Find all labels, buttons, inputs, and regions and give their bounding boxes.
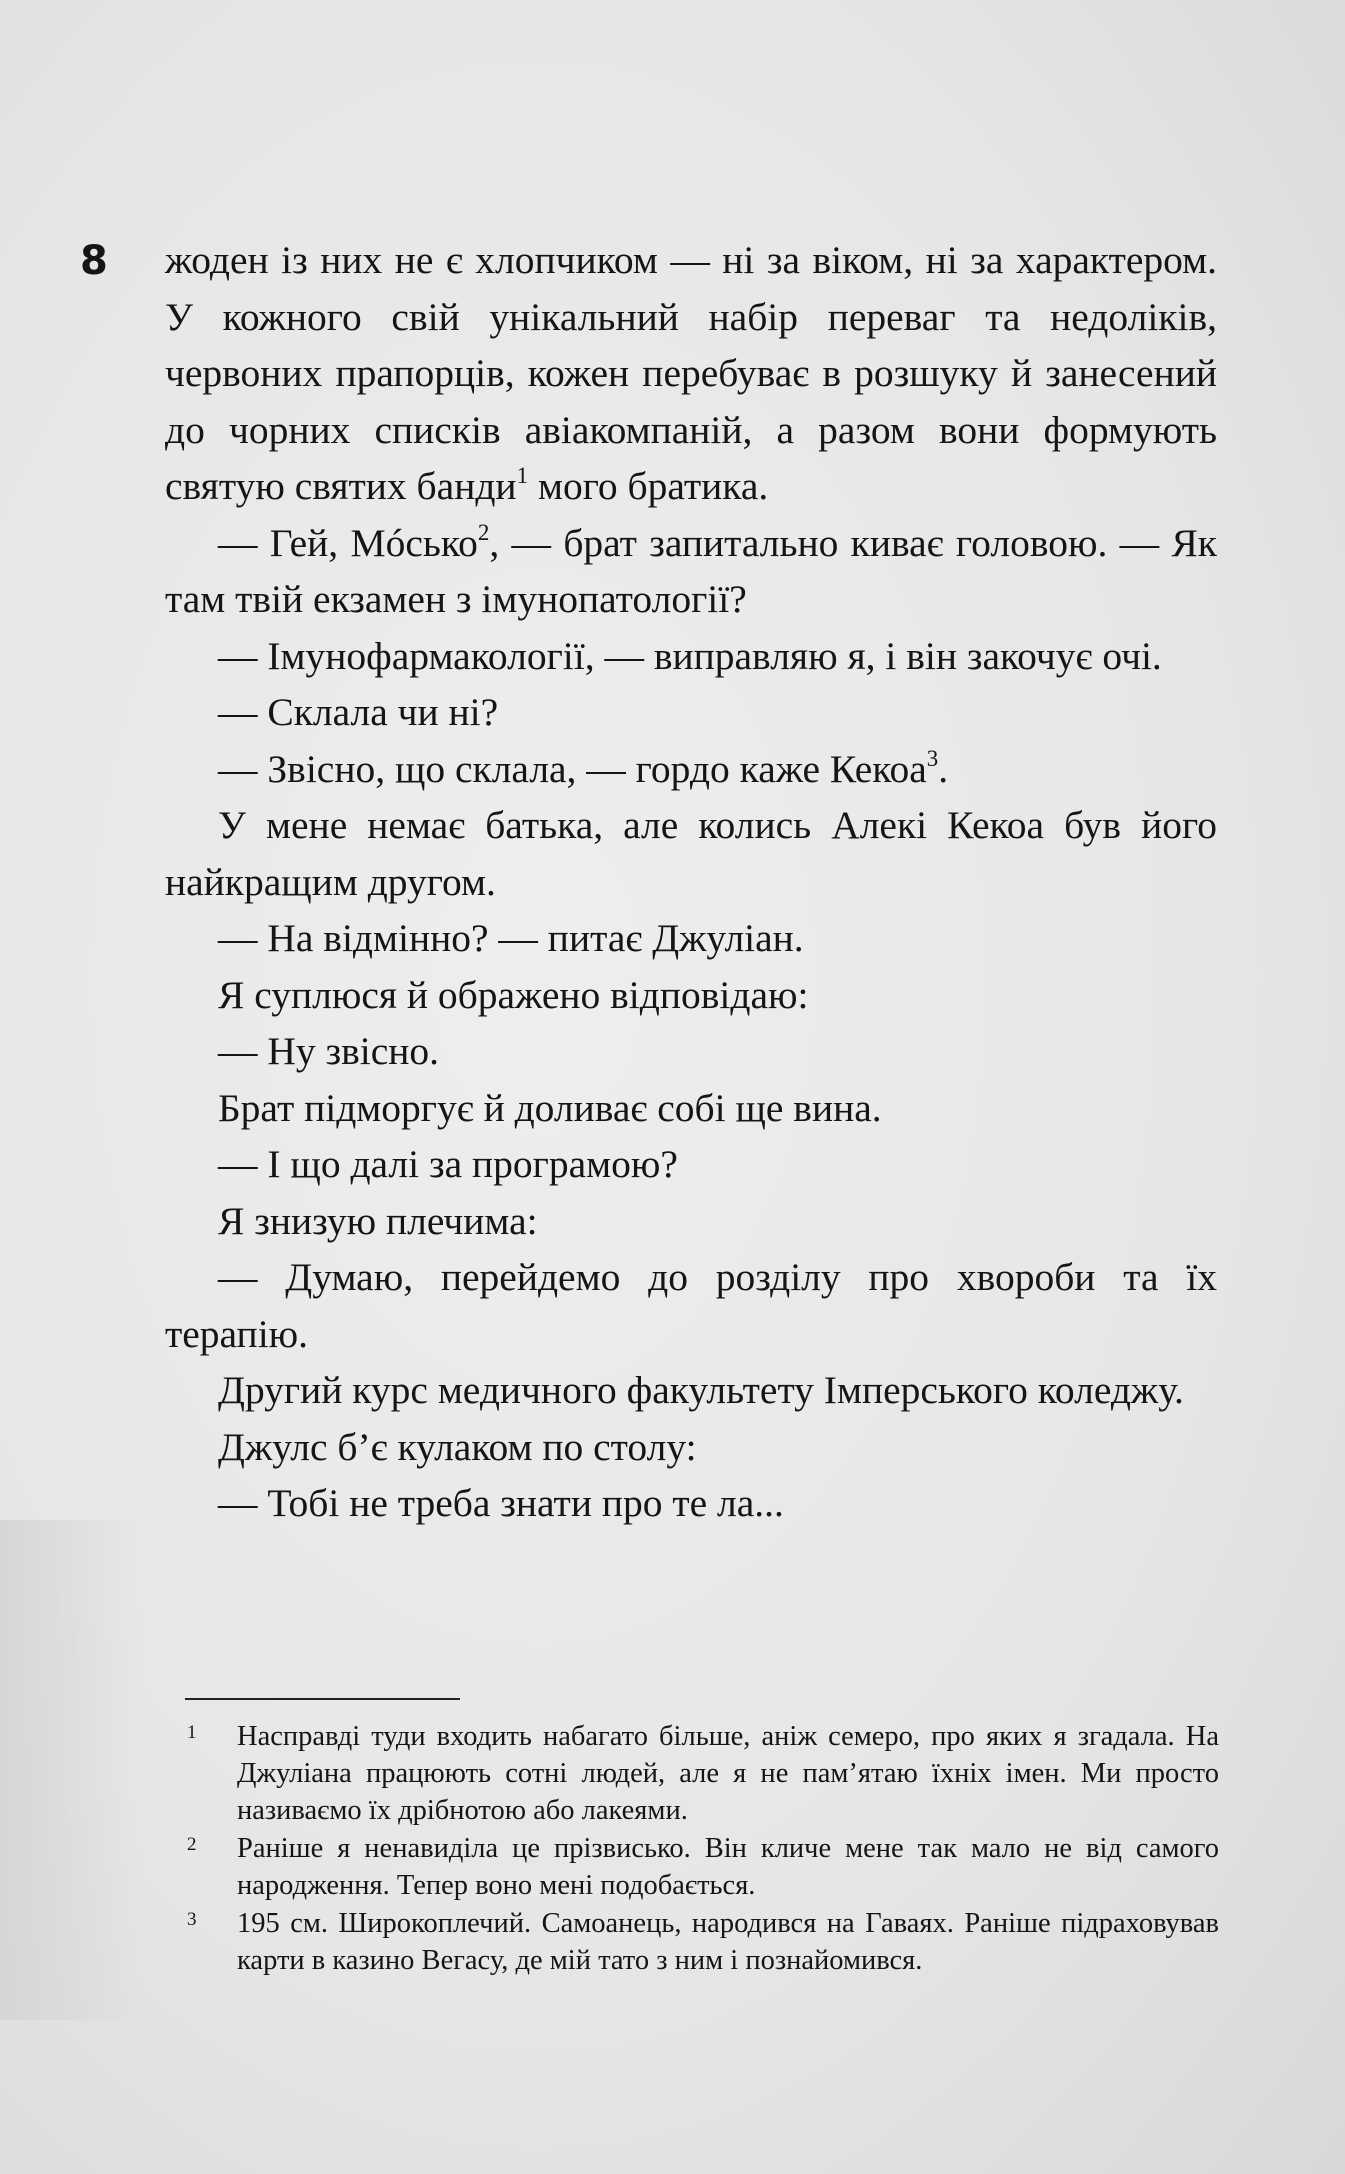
footnote-text: Раніше я ненавиділа це прізвисько. Він кличе мене так мало не від самого народження. Тепер воно мені подобається. bbox=[237, 1833, 1219, 1901]
footnote-separator bbox=[185, 1698, 460, 1700]
paragraph-text: Джулс б’є кулаком по столу: bbox=[218, 1424, 697, 1469]
footnote-text: Насправді туди входить набагато більше, аніж семеро, про яких я згадала. На Джуліана працюють сотні людей, але я не пам’ятаю їхніх імен. Ми просто називаємо їх дрібнотою або лакеями. bbox=[237, 1721, 1219, 1826]
paragraph bbox=[165, 1475, 1217, 1532]
paragraph bbox=[165, 797, 1217, 910]
footnotes bbox=[187, 1718, 1219, 1979]
paragraph-text: жоден із них не є хлопчиком — ні за віком, ні за характером. У кожного свій унікальний набір переваг та недоліків, червоних прапорців, кожен перебуває в розшуку й занесений до чорних списків авіакомпаній, а разом вони формують святую святих банди bbox=[165, 238, 1217, 508]
paragraph bbox=[165, 967, 1217, 1024]
paragraph bbox=[165, 1080, 1217, 1137]
paragraph bbox=[165, 910, 1217, 967]
paragraph-text: Другий курс медичного факультету Імперського коледжу. bbox=[218, 1368, 1184, 1412]
paragraph-text: Я знизую плечима: bbox=[218, 1198, 538, 1243]
paragraph-text: — На відмінно? — питає Джуліан. bbox=[218, 916, 804, 960]
paragraph bbox=[165, 1419, 1217, 1476]
paragraph-text: , — брат запитально киває головою. — Як там твій екзамен з імунопатології? bbox=[165, 520, 1217, 621]
paragraph-text: . bbox=[938, 746, 949, 791]
footnote-marker[interactable]: 3 bbox=[926, 745, 939, 771]
footnote bbox=[187, 1718, 1219, 1829]
body-text bbox=[165, 232, 1217, 1532]
paragraph bbox=[165, 1136, 1217, 1193]
paragraph bbox=[165, 515, 1217, 628]
paragraph-text: — Думаю, перейдемо до розділу про хвороби та їх терапію. bbox=[165, 1255, 1217, 1356]
paragraph-text: Брат підморгує й доливає собі ще вина. bbox=[218, 1085, 882, 1130]
paragraph bbox=[165, 684, 1217, 741]
footnote bbox=[187, 1830, 1219, 1904]
footnote-number: 3 bbox=[187, 1909, 197, 1930]
paragraph bbox=[165, 1193, 1217, 1250]
paragraph bbox=[165, 1249, 1217, 1362]
paragraph bbox=[165, 741, 1217, 798]
paragraph-text: — Ну звісно. bbox=[218, 1029, 440, 1073]
paragraph bbox=[165, 1362, 1217, 1419]
footnote-marker[interactable]: 1 bbox=[516, 463, 529, 488]
page-edge-shadow bbox=[0, 1520, 140, 2020]
page-number: 8 bbox=[80, 238, 108, 284]
paragraph-text: — Імунофармакології, — виправляю я, і він закочує очі. bbox=[218, 633, 1162, 678]
paragraph bbox=[165, 232, 1217, 515]
paragraph bbox=[165, 628, 1217, 685]
footnote bbox=[187, 1905, 1219, 1979]
paragraph-text: — Склала чи ні? bbox=[218, 690, 499, 734]
paragraph-text: Я суплюся й ображено відповідаю: bbox=[218, 972, 809, 1017]
paragraph-text: мого братика. bbox=[528, 464, 769, 508]
footnote-number: 2 bbox=[187, 1834, 197, 1855]
footnote-marker[interactable]: 2 bbox=[477, 519, 490, 545]
footnote-text: 195 см. Широкоплечий. Самоанець, народився на Гаваях. Раніше підраховував карти в казино Вегасу, де мій тато з ним і познайомився. bbox=[237, 1908, 1219, 1976]
paragraph bbox=[165, 1023, 1217, 1080]
paragraph-text: — Тобі не треба знати про те ла... bbox=[218, 1481, 784, 1525]
paragraph-text: У мене немає батька, але колись Алекі Кекоа був його найкращим другом. bbox=[165, 803, 1217, 904]
paragraph-text: — І що далі за програмою? bbox=[218, 1142, 678, 1186]
paragraph-text: — Звісно, що склала, — гордо каже Кекоа bbox=[218, 746, 927, 791]
footnote-number: 1 bbox=[187, 1722, 197, 1743]
paragraph-text: — Гей, Мóсько bbox=[218, 520, 478, 565]
